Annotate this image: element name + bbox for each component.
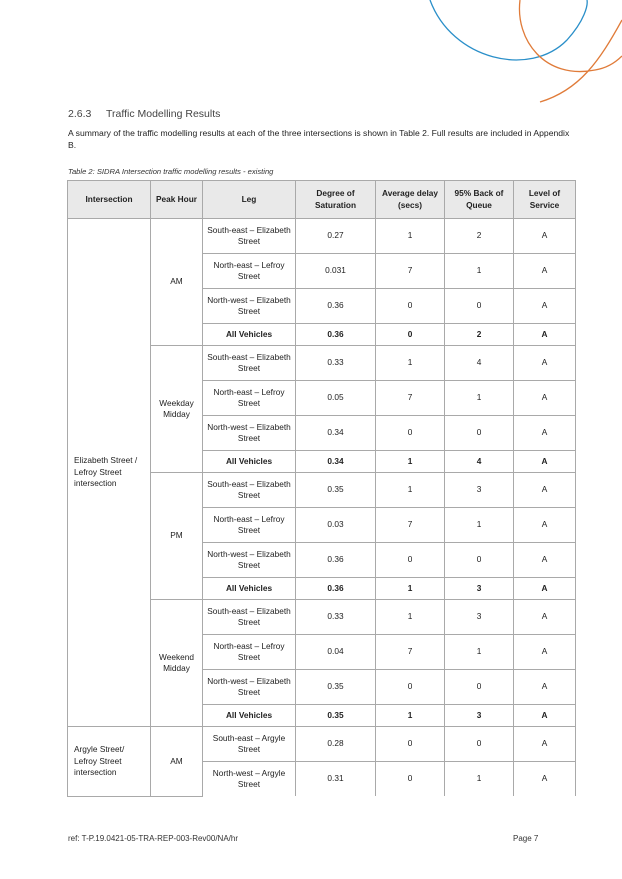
table-caption: Table 2: SIDRA Intersection traffic modelling results - existing	[68, 167, 274, 176]
los-cell: A	[514, 381, 576, 416]
queue-cell: 3	[445, 600, 514, 635]
delay-cell: 0	[376, 670, 445, 705]
intersection-cell: Argyle Street/ Lefroy Street intersection	[68, 727, 151, 797]
leg-cell: All Vehicles	[203, 705, 296, 727]
leg-cell: North-west – Elizabeth Street	[203, 543, 296, 578]
los-cell: A	[514, 324, 576, 346]
los-cell: A	[514, 600, 576, 635]
los-cell: A	[514, 416, 576, 451]
dos-cell: 0.03	[296, 508, 376, 543]
dos-cell: 0.33	[296, 346, 376, 381]
queue-cell: 3	[445, 578, 514, 600]
queue-cell: 0	[445, 543, 514, 578]
leg-cell: North-west – Elizabeth Street	[203, 289, 296, 324]
dos-cell: 0.35	[296, 473, 376, 508]
dos-cell: 0.34	[296, 416, 376, 451]
blue-arc	[430, 0, 587, 60]
dos-cell: 0.05	[296, 381, 376, 416]
queue-cell: 4	[445, 451, 514, 473]
section-heading	[68, 108, 220, 120]
delay-cell: 1	[376, 578, 445, 600]
leg-cell: North-east – Lefroy Street	[203, 635, 296, 670]
dos-cell: 0.36	[296, 578, 376, 600]
los-cell: A	[514, 543, 576, 578]
header-dos: Degree of Saturation	[296, 181, 376, 219]
leg-cell: All Vehicles	[203, 324, 296, 346]
leg-cell: North-west – Elizabeth Street	[203, 670, 296, 705]
dos-cell: 0.28	[296, 727, 376, 762]
queue-cell: 3	[445, 473, 514, 508]
section-number: 2.6.3	[68, 108, 92, 120]
los-cell: A	[514, 219, 576, 254]
section-title: Traffic Modelling Results	[106, 108, 221, 120]
delay-cell: 1	[376, 219, 445, 254]
queue-cell: 1	[445, 381, 514, 416]
los-cell: A	[514, 473, 576, 508]
dos-cell: 0.35	[296, 705, 376, 727]
dos-cell: 0.36	[296, 543, 376, 578]
queue-cell: 2	[445, 324, 514, 346]
dos-cell: 0.31	[296, 762, 376, 797]
leg-cell: All Vehicles	[203, 578, 296, 600]
delay-cell: 0	[376, 762, 445, 797]
header-leg: Leg	[203, 181, 296, 219]
los-cell: A	[514, 635, 576, 670]
dos-cell: 0.36	[296, 324, 376, 346]
queue-cell: 1	[445, 635, 514, 670]
dos-cell: 0.27	[296, 219, 376, 254]
los-cell: A	[514, 705, 576, 727]
dos-cell: 0.35	[296, 670, 376, 705]
queue-cell: 4	[445, 346, 514, 381]
queue-cell: 0	[445, 727, 514, 762]
leg-cell: South-east – Elizabeth Street	[203, 600, 296, 635]
leg-cell: North-west – Elizabeth Street	[203, 416, 296, 451]
delay-cell: 7	[376, 254, 445, 289]
header-los: Level of Service	[514, 181, 576, 219]
page-number: Page 7	[513, 834, 539, 843]
footer-reference: ref: T-P.19.0421-05-TRA-REP-003-Rev00/NA/hr	[68, 834, 239, 843]
leg-cell: North-east – Lefroy Street	[203, 381, 296, 416]
table-row	[68, 219, 576, 254]
delay-cell: 1	[376, 600, 445, 635]
queue-cell: 2	[445, 219, 514, 254]
dos-cell: 0.33	[296, 600, 376, 635]
leg-cell: North-east – Lefroy Street	[203, 508, 296, 543]
delay-cell: 0	[376, 543, 445, 578]
peak-hour-cell: AM	[151, 219, 203, 346]
queue-cell: 1	[445, 254, 514, 289]
dos-cell: 0.34	[296, 451, 376, 473]
delay-cell: 7	[376, 508, 445, 543]
delay-cell: 0	[376, 416, 445, 451]
delay-cell: 0	[376, 324, 445, 346]
los-cell: A	[514, 451, 576, 473]
header-peak-hour: Peak Hour	[151, 181, 203, 219]
queue-cell: 1	[445, 762, 514, 797]
los-cell: A	[514, 254, 576, 289]
delay-cell: 7	[376, 635, 445, 670]
queue-cell: 1	[445, 508, 514, 543]
delay-cell: 1	[376, 705, 445, 727]
decorative-arcs	[0, 0, 622, 110]
peak-hour-cell: Weekday Midday	[151, 346, 203, 473]
header-queue: 95% Back of Queue	[445, 181, 514, 219]
header-row	[68, 181, 576, 219]
leg-cell: South-east – Elizabeth Street	[203, 219, 296, 254]
los-cell: A	[514, 578, 576, 600]
leg-cell: South-east – Elizabeth Street	[203, 473, 296, 508]
header-delay: Average delay (secs)	[376, 181, 445, 219]
header-intersection: Intersection	[68, 181, 151, 219]
delay-cell: 1	[376, 346, 445, 381]
delay-cell: 1	[376, 473, 445, 508]
los-cell: A	[514, 727, 576, 762]
dos-cell: 0.36	[296, 289, 376, 324]
leg-cell: South-east – Elizabeth Street	[203, 346, 296, 381]
intro-paragraph: A summary of the traffic modelling results at each of the three intersections is shown in Table 2. Full results are included in Appendix B.	[68, 128, 570, 150]
queue-cell: 3	[445, 705, 514, 727]
queue-cell: 0	[445, 670, 514, 705]
delay-cell: 0	[376, 727, 445, 762]
table-row	[68, 727, 576, 762]
dos-cell: 0.04	[296, 635, 376, 670]
leg-cell: North-east – Lefroy Street	[203, 254, 296, 289]
orange-arc-lower	[540, 20, 622, 102]
queue-cell: 0	[445, 416, 514, 451]
los-cell: A	[514, 346, 576, 381]
los-cell: A	[514, 508, 576, 543]
leg-cell: All Vehicles	[203, 451, 296, 473]
los-cell: A	[514, 670, 576, 705]
queue-cell: 0	[445, 289, 514, 324]
leg-cell: South-east – Argyle Street	[203, 727, 296, 762]
peak-hour-cell: PM	[151, 473, 203, 600]
peak-hour-cell: Weekend Midday	[151, 600, 203, 727]
delay-cell: 7	[376, 381, 445, 416]
los-cell: A	[514, 289, 576, 324]
results-table	[67, 180, 576, 797]
intersection-cell: Elizabeth Street / Lefroy Street intersection	[68, 219, 151, 727]
los-cell: A	[514, 762, 576, 797]
delay-cell: 0	[376, 289, 445, 324]
delay-cell: 1	[376, 451, 445, 473]
peak-hour-cell: AM	[151, 727, 203, 797]
dos-cell: 0.031	[296, 254, 376, 289]
leg-cell: North-west – Argyle Street	[203, 762, 296, 797]
